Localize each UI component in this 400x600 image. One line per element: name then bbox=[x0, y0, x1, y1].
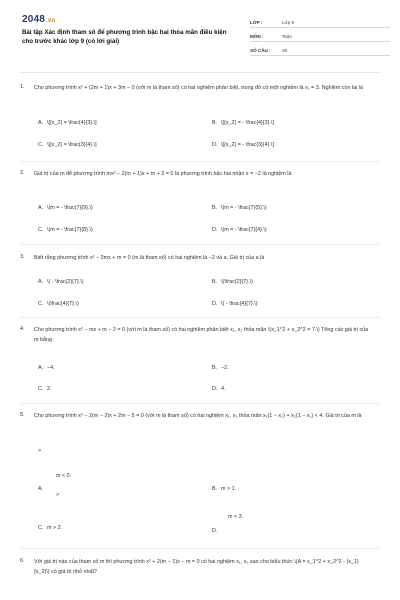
option-letter: A. bbox=[38, 365, 44, 371]
meta-row-class bbox=[250, 14, 390, 28]
option-b[interactable] bbox=[212, 365, 229, 371]
question-number: 4. bbox=[20, 326, 25, 332]
option-letter: C. bbox=[38, 525, 44, 531]
option-c[interactable] bbox=[38, 142, 97, 148]
option-text: \(\frac{2}{7}.\) bbox=[221, 279, 253, 285]
option-letter: D. bbox=[212, 301, 218, 307]
option-letter: B. bbox=[212, 365, 218, 371]
option-text: \(m = - \frac{7}{4}.\) bbox=[221, 227, 267, 233]
document-header bbox=[12, 14, 390, 64]
option-letter: A. bbox=[38, 120, 44, 126]
question-number: 5. bbox=[20, 412, 25, 418]
option-c[interactable] bbox=[38, 525, 62, 531]
option-text: \(m = - \frac{7}{9}.\) bbox=[47, 205, 93, 211]
option-d[interactable] bbox=[212, 386, 226, 392]
question-number: 6. bbox=[20, 558, 25, 564]
meta-key: LỚP : bbox=[250, 20, 263, 25]
option-letter: D. bbox=[212, 528, 218, 534]
document-title: Bài tập Xác định tham số để phương trình bậc hai thỏa mãn điều kiện cho trước khác lớp 9 (có lời giải) bbox=[22, 29, 227, 45]
option-a-text: m < 0. bbox=[56, 473, 72, 479]
question-divider bbox=[20, 548, 380, 549]
option-b[interactable] bbox=[212, 486, 236, 492]
option-letter: D. bbox=[212, 386, 218, 392]
question-number: 1. bbox=[20, 84, 25, 90]
option-letter: A. bbox=[38, 205, 44, 211]
meta-value: Toán bbox=[282, 34, 292, 39]
option-letter: C. bbox=[38, 386, 44, 392]
option-d-text: m < 3. bbox=[228, 514, 244, 520]
question-divider bbox=[20, 317, 380, 318]
option-letter: C. bbox=[38, 301, 44, 307]
option-letter: B. bbox=[212, 486, 218, 492]
option-text: m > 2. bbox=[47, 525, 63, 531]
option-a-sub: > bbox=[56, 492, 60, 498]
option-c[interactable] bbox=[38, 301, 79, 307]
option-text: −4. bbox=[47, 365, 55, 371]
meta-value: 25 bbox=[282, 48, 288, 53]
option-letter: D. bbox=[212, 142, 218, 148]
option-d[interactable] bbox=[212, 528, 221, 534]
option-text: −2. bbox=[221, 365, 229, 371]
brand-name: 2048 bbox=[22, 14, 46, 25]
option-letter: A. bbox=[38, 279, 44, 285]
option-text: \[{x_2} = - \frac{4}{3}.\] bbox=[221, 120, 274, 126]
option-d[interactable] bbox=[212, 142, 274, 148]
option-text: \[{x_2} = \frac{4}{3}.\] bbox=[47, 120, 97, 126]
question-divider bbox=[20, 244, 380, 245]
option-letter: B. bbox=[212, 120, 218, 126]
site-logo[interactable] bbox=[22, 14, 55, 25]
option-text: \(\frac{4}{7}.\) bbox=[47, 301, 79, 307]
option-letter: A. bbox=[38, 486, 44, 492]
question-text: Cho phương trình x² − 2(m − 2)x + 2m − 5 = 0 (với m là tham số) có hai nghiệm x₁, x₂ thỏa mãn x₁(1 − x₂) + x₂(1 − x₁) < 4. Giá trị của m là bbox=[34, 413, 362, 419]
option-text: \[{x_2} = \frac{3}{4}.\] bbox=[47, 142, 97, 148]
option-text: \( - \frac{2}{7}.\) bbox=[47, 279, 84, 285]
option-a[interactable] bbox=[38, 205, 93, 211]
option-c[interactable] bbox=[38, 386, 52, 392]
question-divider bbox=[20, 161, 380, 162]
question-number: 3. bbox=[20, 254, 25, 260]
option-text: \( - \frac{4}{7}.\) bbox=[221, 301, 258, 307]
question-text: Cho phương trình x² + (2m + 1)x + 3m − 0 (với m là tham số) có hai nghiệm phân biệt, trong đó có một nghiệm là x₁ = 3. Nghiệm còn lại là bbox=[34, 85, 364, 91]
option-text: 4. bbox=[221, 386, 226, 392]
option-letter: C. bbox=[38, 227, 44, 233]
meta-row-count bbox=[250, 42, 390, 56]
option-c[interactable] bbox=[38, 227, 93, 233]
option-text: \(m = - \frac{7}{8}.\) bbox=[47, 227, 93, 233]
option-text: m > 1. bbox=[221, 486, 237, 492]
option-letter: B. bbox=[212, 279, 218, 285]
question-text: Biết rằng phương trình x² − 3mx + m = 0 (m là tham số) có hai nghiệm là −2 và a. Giá trị của a là bbox=[34, 255, 265, 261]
question-extra-mark: > bbox=[38, 448, 42, 454]
question-text: Cho phương trình x² − mx + m − 2 = 0 (với m là tham số) có hai nghiệm phân biệt x₁, x₂ thỏa mãn \(x_1^2 + x_2^2 = 7.\) Tổng các giá trị của m bằng bbox=[34, 327, 369, 343]
option-a[interactable] bbox=[38, 486, 47, 492]
meta-key: MÔN : bbox=[250, 34, 264, 39]
meta-value: Lớp 9 bbox=[282, 20, 294, 25]
option-b[interactable] bbox=[212, 120, 274, 126]
option-a[interactable] bbox=[38, 365, 55, 371]
question-number: 2. bbox=[20, 170, 25, 176]
brand-suffix: .vn bbox=[46, 18, 56, 24]
option-d[interactable] bbox=[212, 227, 267, 233]
option-a[interactable] bbox=[38, 279, 84, 285]
question-text: Với giá trị nào của tham số m thì phương trình x² + 2(m − 1)x − m = 0 có hai nghiệm x₁, x₂ sao cho biểu thức \(A = x_1^2 + x_2^2 - {x_1}{x_2}\) có giá trị nhỏ nhất? bbox=[34, 559, 359, 575]
meta-row-subject bbox=[250, 28, 390, 42]
option-text: \(m = - \frac{7}{5}.\) bbox=[221, 205, 267, 211]
option-d[interactable] bbox=[212, 301, 258, 307]
question-text: Giá trị của m để phương trình mx² − 2(m + 1)x + m + 3 = 0 là phương trình bậc hai nhận x = −2 là nghiệm là bbox=[34, 171, 292, 177]
option-letter: B. bbox=[212, 205, 218, 211]
meta-info bbox=[250, 14, 390, 56]
question-divider bbox=[20, 403, 380, 404]
option-text: 2. bbox=[47, 386, 52, 392]
option-b[interactable] bbox=[212, 205, 267, 211]
option-a[interactable] bbox=[38, 120, 97, 126]
header-divider bbox=[20, 72, 380, 73]
meta-key: SỐ CÂU : bbox=[250, 48, 271, 53]
option-text: \[{x_2} = - \frac{3}{4}.\] bbox=[221, 142, 274, 148]
option-letter: D. bbox=[212, 227, 218, 233]
option-b[interactable] bbox=[212, 279, 253, 285]
option-letter: C. bbox=[38, 142, 44, 148]
